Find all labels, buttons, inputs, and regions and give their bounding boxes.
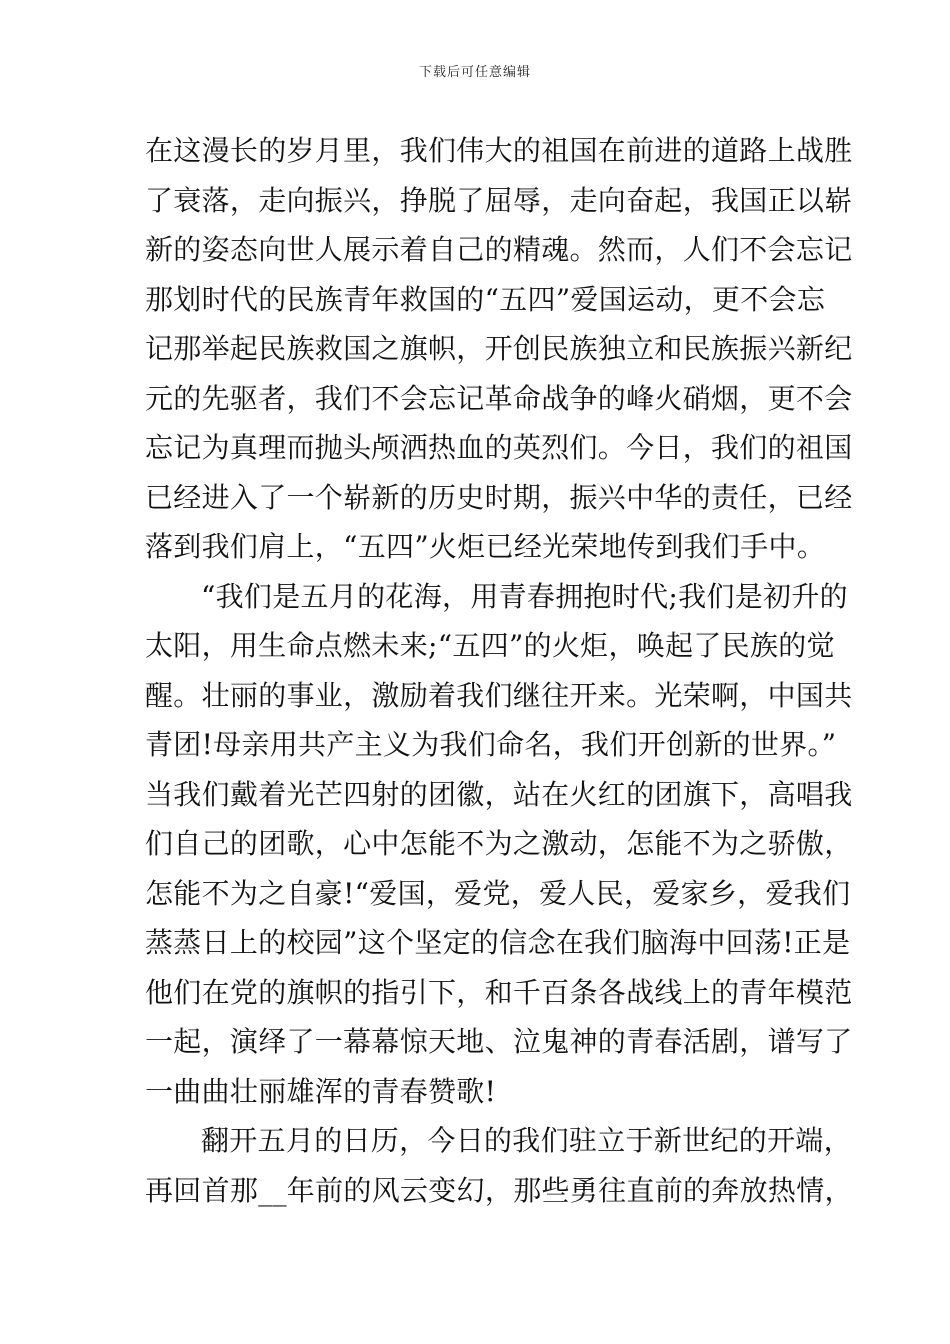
paragraph-1 xyxy=(145,126,853,572)
paragraph-2 xyxy=(145,572,853,1117)
text-line: 再回首那__年前的风云变幻，那些勇往直前的奔放热情， xyxy=(145,1173,853,1207)
text-line: 落到我们肩上，“五四”火炬已经光荣地传到我们手中。 xyxy=(145,530,826,563)
text-line: 已经进入了一个崭新的历史时期，振兴中华的责任，已经 xyxy=(145,480,853,514)
text-line: 元的先驱者，我们不会忘记革命战争的峰火硝烟，更不会 xyxy=(145,381,853,415)
text-line: 蒸蒸日上的校园”这个坚定的信念在我们脑海中回荡!正是 xyxy=(145,926,851,959)
paragraph-3 xyxy=(145,1116,853,1215)
document-body xyxy=(145,126,853,1215)
text-line: 那划时代的民族青年救国的“五四”爱国运动，更不会忘 xyxy=(145,282,826,316)
text-line: 新的姿态向世人展示着自己的精魂。然而，人们不会忘记 xyxy=(145,233,853,266)
text-line: 醒。壮丽的事业，激励着我们继往开来。光荣啊，中国共 xyxy=(145,678,853,712)
text-line: 太阳，用生命点燃未来;“五四”的火炬，唤起了民族的觉 xyxy=(145,629,835,662)
page-header: 下载后可任意编辑 xyxy=(418,65,531,80)
text-line: 当我们戴着光芒四射的团徽，站在火红的团旗下，高唱我 xyxy=(145,777,853,811)
text-line: 在这漫长的岁月里，我们伟大的祖国在前进的道路上战胜 xyxy=(145,134,853,167)
text-line: 一起，演绎了一幕幕惊天地、泣鬼神的青春活剧，谱写了 xyxy=(145,1025,853,1058)
text-line: 翻开五月的日历，今日的我们驻立于新世纪的开端， xyxy=(201,1124,852,1157)
text-line: 青团!母亲用共产主义为我们命名，我们开创新的世界。” xyxy=(145,728,837,761)
text-line: “我们是五月的花海，用青春拥抱时代;我们是初升的 xyxy=(201,579,848,613)
text-line: 一曲曲壮丽雄浑的青春赞歌! xyxy=(145,1074,497,1108)
text-line: 怎能不为之自豪!“爱国，爱党，爱人民，爱家乡，爱我们 xyxy=(145,876,851,910)
text-line: 们自己的团歌，心中怎能不为之激动，怎能不为之骄傲， xyxy=(145,827,853,860)
text-line: 忘记为真理而抛头颅洒热血的英烈们。今日，我们的祖国 xyxy=(145,431,853,464)
text-line: 记那举起民族救国之旗帜，开创民族独立和民族振兴新纪 xyxy=(145,332,853,365)
text-line: 他们在党的旗帜的指引下，和千百条各战线上的青年模范 xyxy=(145,975,853,1009)
text-line: 了衰落，走向振兴，挣脱了屈辱，走向奋起，我国正以崭 xyxy=(145,183,853,217)
